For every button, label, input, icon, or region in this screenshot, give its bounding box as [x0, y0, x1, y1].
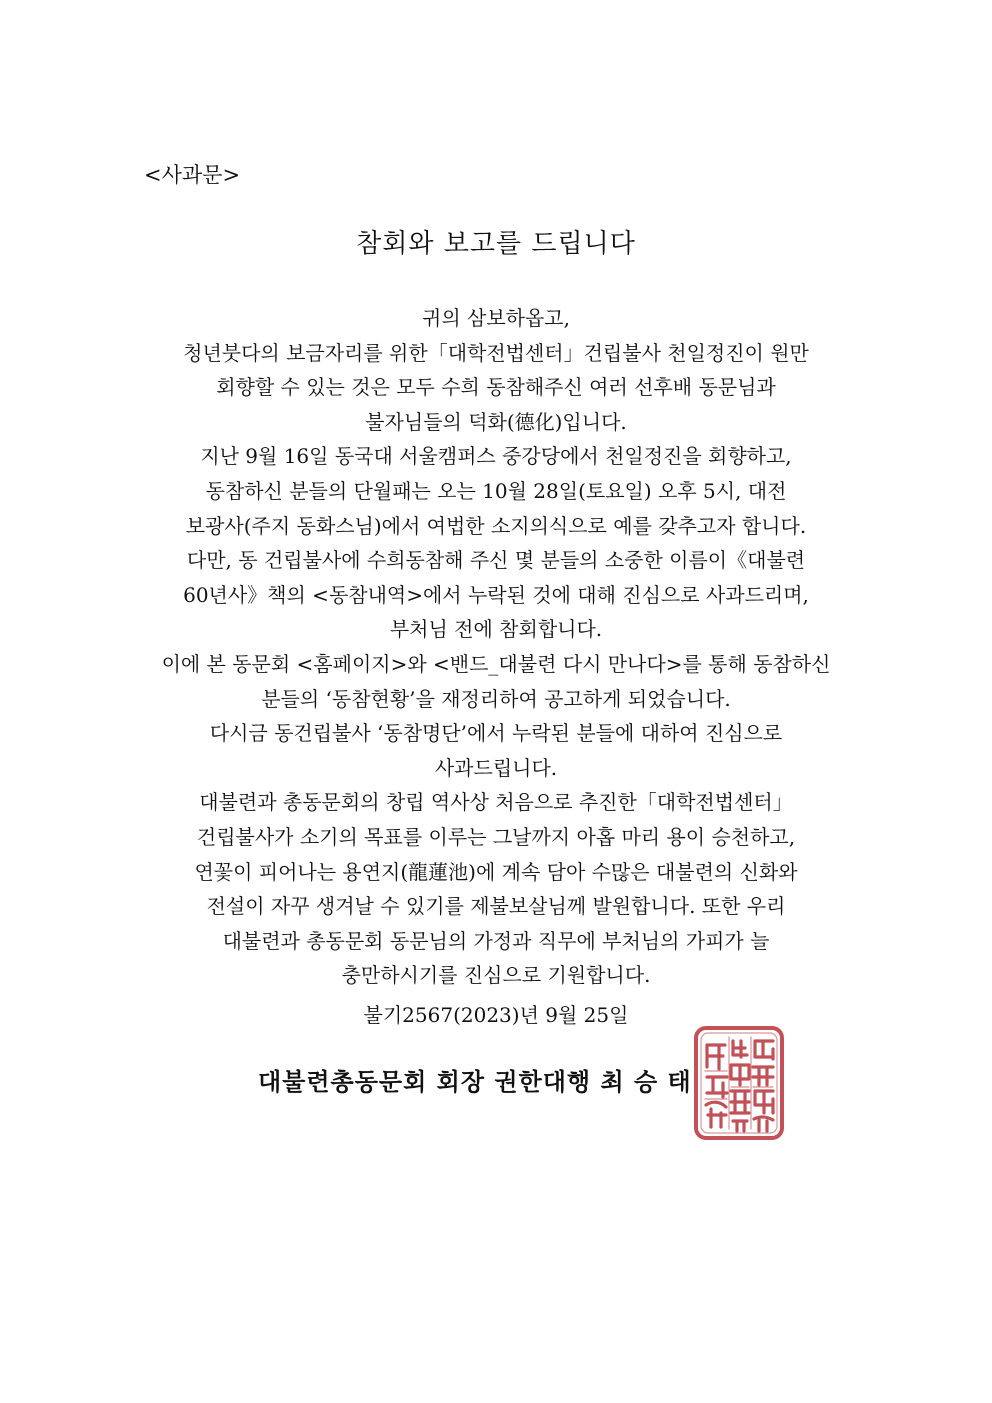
body-line: 다만, 동 건립불사에 수희동참해 주신 몇 분들의 소중한 이름이《대불련 [186, 548, 806, 573]
body-line: 대불련과 총동문회의 창립 역사상 처음으로 추진한「대학전법센터」 [199, 790, 793, 815]
body-line: 대불련과 총동문회 동문님의 가정과 직무에 부처님의 가피가 늘 [222, 928, 770, 953]
document-label: <사과문> [144, 163, 241, 187]
body-line: 전설이 자꾸 생겨날 수 있기를 제불보살님께 발원합니다. 또한 우리 [206, 894, 786, 919]
body-line: 60년사》책의 <동참내역>에서 누락된 것에 대해 진심으로 사과드리며, [183, 582, 809, 607]
body-line: 동참하신 분들의 단월패는 오는 10월 28일(토요일) 오후 5시, 대전 [205, 478, 787, 503]
red-seal-stamp-icon [693, 1025, 785, 1141]
document-title: 참회와 보고를 드립니다 [356, 229, 636, 259]
body-line: 이에 본 동문회 <홈페이지>와 <밴드_대불련 다시 만나다>를 통해 동참하신 [161, 651, 831, 676]
document-date: 불기2567(2023)년 9월 25일 [363, 1003, 629, 1027]
body-line: 분들의 ‘동참현황’을 재정리하여 공고하게 되었습니다. [261, 686, 731, 711]
body-line: 건립불사가 소기의 목표를 이루는 그날까지 아홉 마리 용이 승천하고, [196, 824, 796, 849]
body-line: 보광사(주지 동화스님)에서 여법한 소지의식으로 예를 갖추고자 합니다. [185, 513, 807, 538]
body-line: 다시금 동건립불사 ‘동참명단’에서 누락된 분들에 대하여 진심으로 [209, 721, 783, 746]
body-line: 회향할 수 있는 것은 모두 수희 동참해주신 여러 선후배 동문님과 [216, 375, 776, 400]
body-line: 불자님들의 덕화(德化)입니다. [365, 409, 627, 434]
body-line: 연꽃이 피어나는 용연지(龍蓮池)에 계속 담아 수많은 대불련의 신화와 [194, 859, 798, 884]
body-line: 충만하시기를 진심으로 기원합니다. [341, 963, 651, 988]
signature-line: 대불련총동문회 회장 권한대행 최 승 태 [258, 1067, 692, 1096]
body-line: 청년붓다의 보금자리를 위한「대학전법센터」건립불사 천일정진이 원만 [183, 340, 809, 365]
body-line: 귀의 삼보하옵고, [422, 306, 570, 330]
document-body [0, 301, 992, 993]
body-line: 지난 9월 16일 동국대 서울캠퍼스 중강당에서 천일정진을 회향하고, [200, 444, 792, 469]
body-line: 부처님 전에 참회합니다. [389, 617, 603, 642]
body-line: 사과드립니다. [434, 755, 558, 780]
